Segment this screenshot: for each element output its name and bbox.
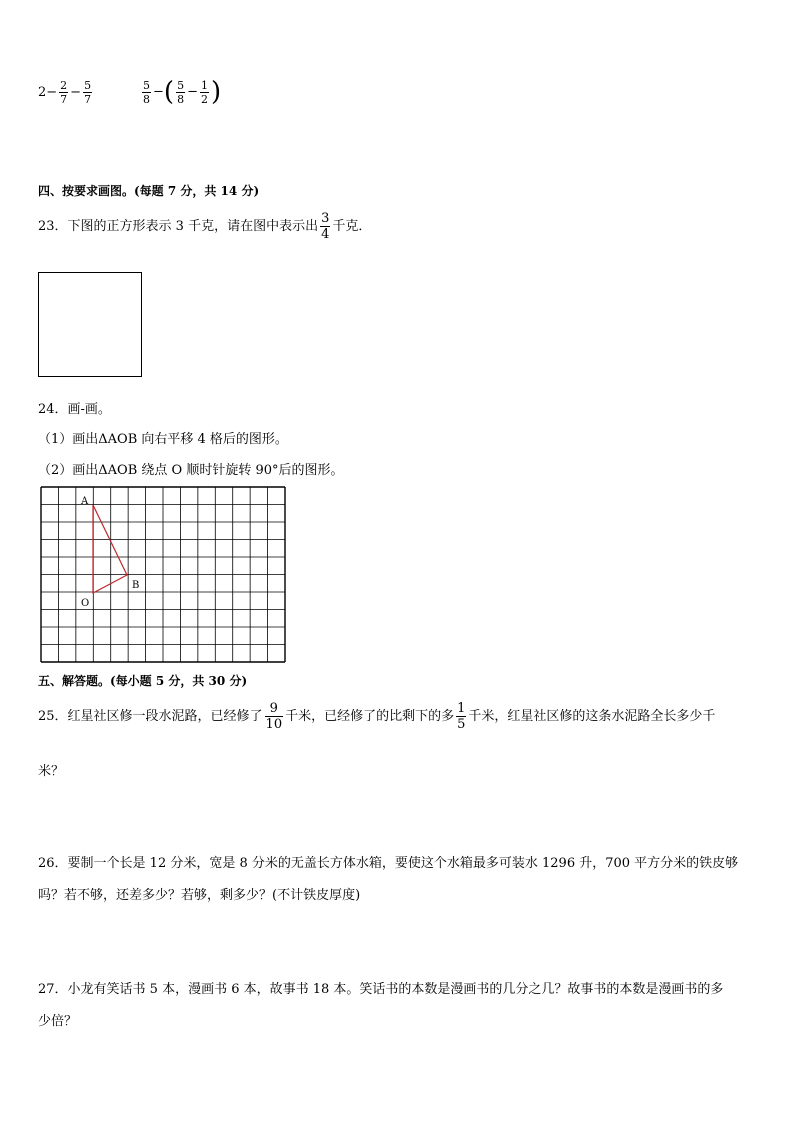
expr1-frac1: $\frac{2}{7}$ (60, 79, 68, 106)
question-25-line-2: 米？ (38, 764, 65, 779)
q25-part1: 25．红星社区修一段水泥路，已经修了 (38, 709, 263, 724)
triangle-aob (93, 505, 127, 593)
expr2-op2: − (187, 84, 198, 100)
section-5-heading: 五、解答题。(每小题 5 分，共 30 分) (38, 674, 248, 688)
question-23 (38, 212, 371, 241)
label-o: O (81, 598, 90, 609)
expression-2 (140, 79, 221, 105)
expr2-op1: − (153, 84, 164, 100)
question-26-line-2: 吗？若不够，还差多少？若够，剩多少？(不计铁皮厚度) (38, 888, 361, 903)
question-24-title: 24．画-画。 (38, 402, 111, 417)
expr2-frac3: $\frac{1}{2}$ (200, 78, 208, 106)
q25-frac2: $\frac{1}{5}$ (457, 701, 466, 732)
question-27-line-1: 27．小龙有笑话书 5 本，漫画书 6 本，故事书 18 本。笑话书的本数是漫画书的几分之几？故事书的本数是漫画书的多 (38, 982, 724, 997)
q23-text-before: 23．下图的正方形表示 3 千克，请在图中表示出 (38, 219, 319, 234)
expression-1 (38, 80, 94, 105)
q25-part2: 千米，已经修了的比剩下的多 (285, 709, 455, 724)
expr2-frac1: $\frac{5}{8}$ (143, 78, 150, 106)
label-b: B (132, 580, 140, 591)
question-24-item-1: （1）画出ΔAOB 向右平移 4 格后的图形。 (38, 432, 288, 447)
section-4-heading: 四、按要求画图。(每题 7 分，共 14 分) (38, 184, 260, 198)
expr2-lparen: ( (163, 77, 175, 107)
question-25 (38, 702, 715, 731)
expr1-frac2: $\frac{5}{7}$ (84, 79, 92, 106)
label-a: A (81, 496, 89, 507)
q23-frac: $\frac{3}{4}$ (321, 211, 330, 242)
q25-part3: 千米，红星社区修的这条水泥路全长多少千 (468, 709, 716, 724)
q23-text-after: 千克． (332, 219, 372, 234)
q25-frac1: $\frac{9}{10}$ (265, 701, 283, 732)
expr1-op: − (70, 85, 82, 100)
square-3kg (38, 272, 142, 377)
triangle-grid (38, 486, 288, 664)
grid-lines (41, 487, 285, 662)
expr2-frac2: $\frac{5}{8}$ (177, 78, 185, 106)
expr2-rparen: ) (210, 77, 222, 107)
question-27-line-2: 少倍？ (38, 1014, 78, 1029)
expr1-lead: 2− (38, 85, 58, 100)
question-26-line-1: 26．要制一个长是 12 分米，宽是 8 分米的无盖长方体水箱，要使这个水箱最多可装水 1296 升，700 平方分米的铁皮够 (38, 856, 739, 871)
question-24-item-2: （2）画出ΔAOB 绕点 O 顺时针旋转 90°后的图形。 (38, 463, 344, 478)
